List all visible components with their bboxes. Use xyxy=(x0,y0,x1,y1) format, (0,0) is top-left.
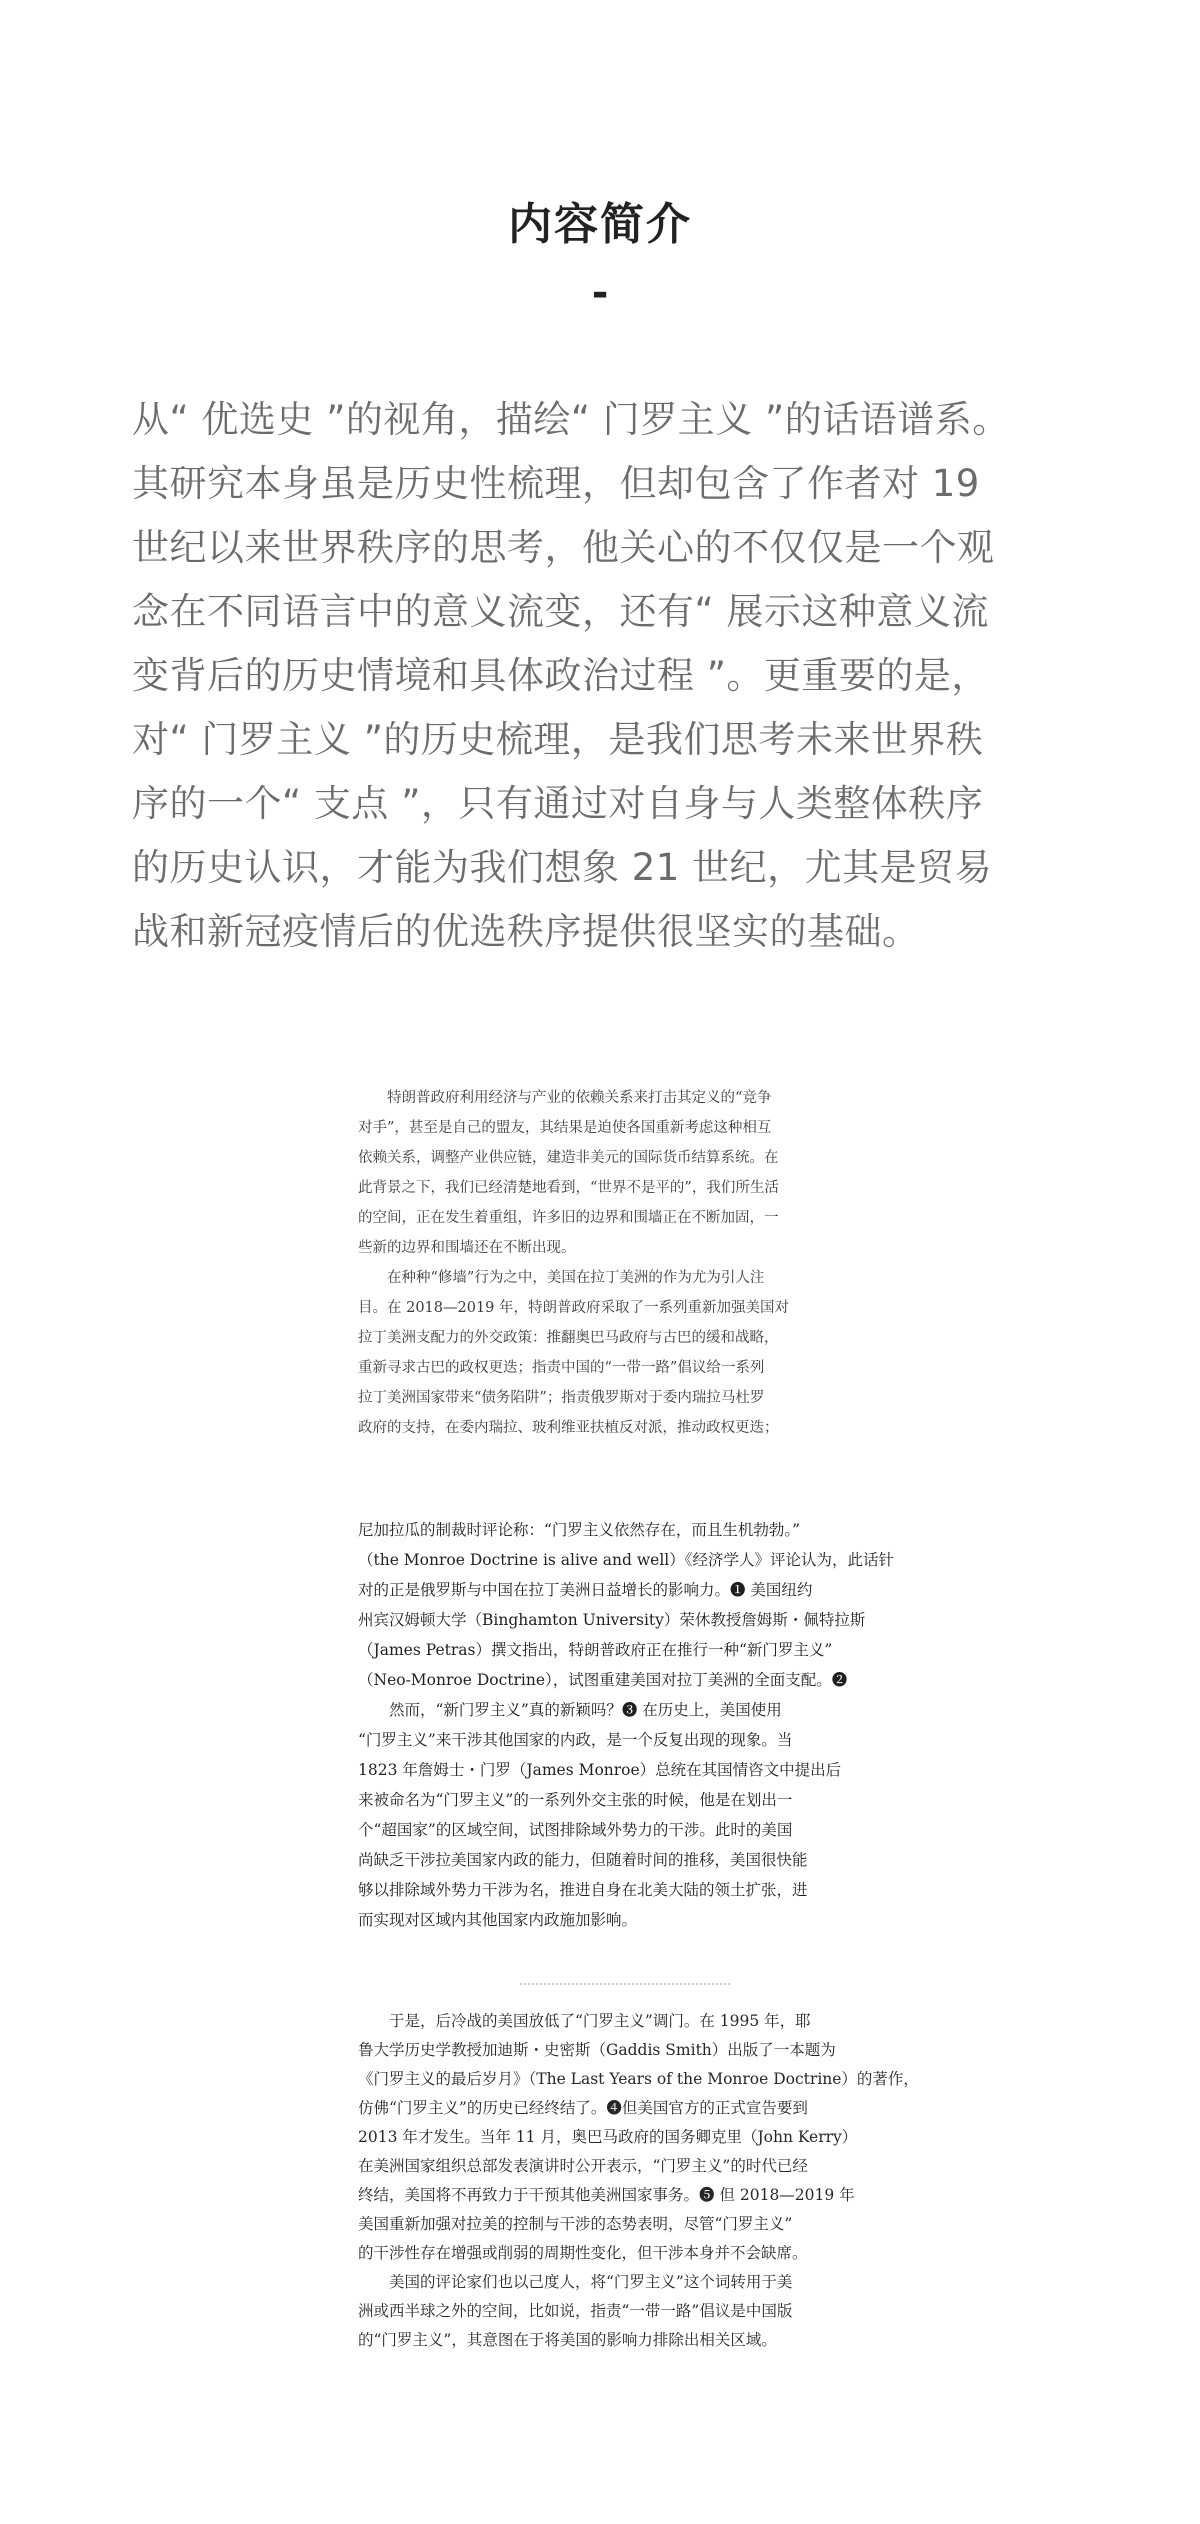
excerpt-line: 美国重新加强对拉美的控制与干涉的态势表明，尽管“门罗主义” xyxy=(358,2215,793,2233)
excerpt-line: 依赖关系，调整产业供应链，建造非美元的国际货币结算系统。在 xyxy=(358,1150,779,1166)
excerpt-line: （James Petras）撰文指出，特朗普政府正在推行一种“新门罗主义” xyxy=(358,1641,833,1659)
intro-line: 的历史认识，才能为我们想象 21 世纪，尤其是贸易 xyxy=(132,846,993,889)
excerpt-line: 目。在 2018—2019 年，特朗普政府采取了一系列重新加强美国对 xyxy=(358,1300,790,1316)
excerpt-line: 政府的支持，在委内瑞拉、玻利维亚扶植反对派，推动政权更迭； xyxy=(358,1420,779,1436)
excerpt-line: （the Monroe Doctrine is alive and well）《经济学人》评论认为，此话针 xyxy=(358,1551,894,1569)
excerpt-line: 终结，美国将不再致力于干预其他美洲国家事务。❺ 但 2018—2019 年 xyxy=(358,2186,855,2204)
excerpt-line: 在美洲国家组织总部发表演讲时公开表示，“门罗主义”的时代已经 xyxy=(358,2157,808,2175)
excerpt-line: 2013 年才发生。当年 11 月，奥巴马政府的国务卿克里（John Kerry） xyxy=(358,2128,858,2146)
excerpt-line: 对的正是俄罗斯与中国在拉丁美洲日益增长的影响力。❶ 美国纽约 xyxy=(358,1581,813,1599)
intro-line: 从“ 优选史 ”的视角，描绘“ 门罗主义 ”的话语谱系。 xyxy=(132,398,1010,441)
excerpt-line: 在种种“修墙”行为之中，美国在拉丁美洲的作为尤为引人注 xyxy=(358,1270,765,1286)
excerpt-line: 的干涉性存在增强或削弱的周期性变化，但干涉本身并不会缺席。 xyxy=(358,2244,808,2262)
excerpt-line: 些新的边界和围墙还在不断出现。 xyxy=(358,1240,576,1256)
excerpt-line: “门罗主义”来干涉其他国家的内政，是一个反复出现的现象。当 xyxy=(358,1731,793,1749)
intro-line: 对“ 门罗主义 ”的历史梳理，是我们思考未来世界秩 xyxy=(132,718,984,761)
excerpt-line: 此背景之下，我们已经清楚地看到，“世界不是平的”，我们所生活 xyxy=(358,1180,779,1196)
book-excerpt-3 xyxy=(358,2007,919,2355)
excerpt-line: 美国的评论家们也以己度人，将“门罗主义”这个词转用于美 xyxy=(358,2273,793,2291)
intro-paragraph xyxy=(132,388,1072,964)
excerpt-line: 拉丁美洲支配力的外交政策：推翻奥巴马政府与古巴的缓和战略， xyxy=(358,1330,779,1346)
excerpt-line: 特朗普政府利用经济与产业的依赖关系来打击其定义的“竞争 xyxy=(358,1090,772,1106)
excerpt-line: 洲或西半球之外的空间，比如说，指责“一带一路”倡议是中国版 xyxy=(358,2302,793,2320)
excerpt-line: 够以排除域外势力干涉为名，推进自身在北美大陆的领土扩张，进 xyxy=(358,1881,808,1899)
excerpt-line: 个“超国家”的区域空间，试图排除域外势力的干涉。此时的美国 xyxy=(358,1821,793,1839)
title-divider: - xyxy=(591,270,609,316)
intro-line: 变背后的历史情境和具体政治过程 ”。更重要的是， xyxy=(132,654,989,697)
intro-line: 世纪以来世界秩序的思考，他关心的不仅仅是一个观 xyxy=(132,526,995,569)
excerpt-line: 州宾汉姆顿大学（Binghamton University）荣休教授詹姆斯・佩特拉斯 xyxy=(358,1611,866,1629)
intro-line: 念在不同语言中的意义流变，还有“ 展示这种意义流 xyxy=(132,590,989,633)
intro-line: 战和新冠疫情后的优选秩序提供很坚实的基础。 xyxy=(132,910,920,953)
excerpt-line: 于是，后冷战的美国放低了“门罗主义”调门。在 1995 年，耶 xyxy=(358,2012,811,2030)
excerpt-line: 然而，“新门罗主义”真的新颖吗？❸ 在历史上，美国使用 xyxy=(358,1701,782,1719)
book-excerpt-2 xyxy=(358,1515,894,1935)
intro-line: 其研究本身虽是历史性梳理，但却包含了作者对 19 xyxy=(132,462,980,505)
excerpt-line: 《门罗主义的最后岁月》（The Last Years of the Monroe Doctrine）的著作， xyxy=(358,2070,919,2088)
excerpt-line: 的“门罗主义”，其意图在于将美国的影响力排除出相关区域。 xyxy=(358,2331,777,2349)
excerpt-line: 鲁大学历史学教授加迪斯・史密斯（Gaddis Smith）出版了一本题为 xyxy=(358,2041,836,2059)
excerpt-line: 对手”，甚至是自己的盟友，其结果是迫使各国重新考虑这种相互 xyxy=(358,1120,772,1136)
excerpt-line: 的空间，正在发生着重组，许多旧的边界和围墙正在不断加固，一 xyxy=(358,1210,779,1226)
excerpt-line: 来被命名为“门罗主义”的一系列外交主张的时候，他是在划出一 xyxy=(358,1791,793,1809)
page-title: 内容简介 xyxy=(508,199,692,250)
excerpt-line: 拉丁美洲国家带来“债务陷阱”；指责俄罗斯对于委内瑞拉马杜罗 xyxy=(358,1390,765,1406)
excerpt-line: 重新寻求古巴的政权更迭；指责中国的“一带一路”倡议给一系列 xyxy=(358,1360,765,1376)
excerpt-line: （Neo-Monroe Doctrine），试图重建美国对拉丁美洲的全面支配。❷ xyxy=(358,1671,848,1689)
excerpt-line: 仿佛“门罗主义”的历史已经终结了。❹但美国官方的正式宣告要到 xyxy=(358,2099,808,2117)
excerpt-line: 1823 年詹姆士・门罗（James Monroe）总统在其国情咨文中提出后 xyxy=(358,1761,842,1779)
excerpt-line: 尼加拉瓜的制裁时评论称：“门罗主义依然存在，而且生机勃勃。” xyxy=(358,1521,801,1539)
intro-line: 序的一个“ 支点 ”，只有通过对自身与人类整体秩序 xyxy=(132,782,984,825)
excerpt-line: 尚缺乏干涉拉美国家内政的能力，但随着时间的推移，美国很快能 xyxy=(358,1851,808,1869)
scan-edge-artifact xyxy=(520,1983,730,1991)
book-excerpt-1 xyxy=(358,1083,828,1443)
excerpt-line: 而实现对区域内其他国家内政施加影响。 xyxy=(358,1911,638,1929)
